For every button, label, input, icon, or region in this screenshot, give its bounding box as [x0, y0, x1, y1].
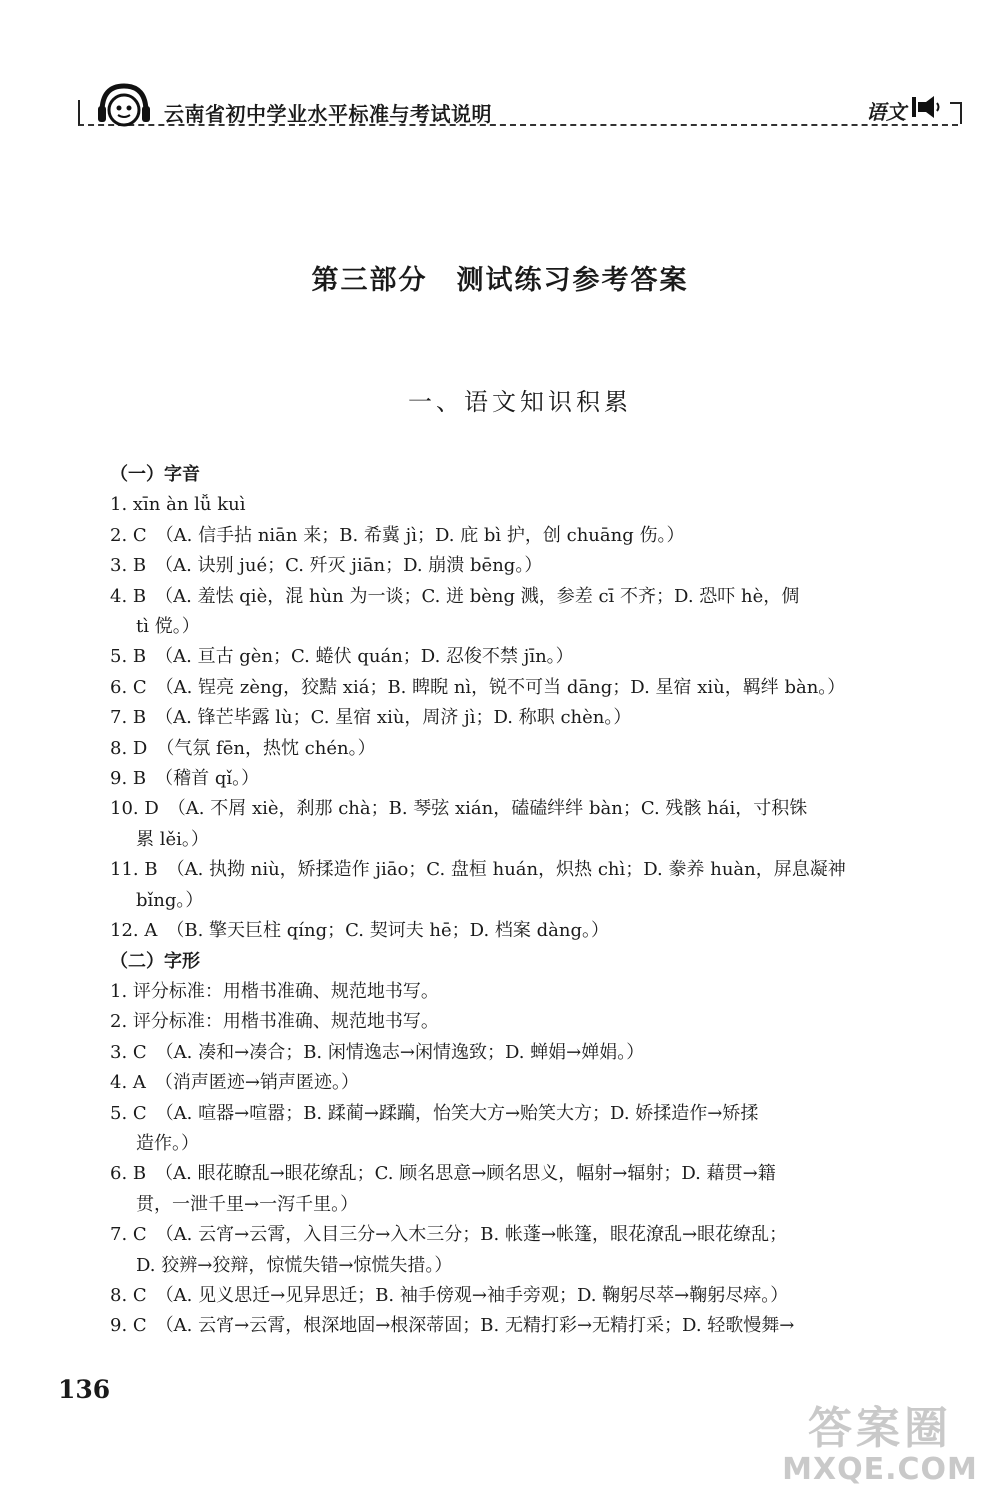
watermark [770, 1404, 990, 1486]
answer-item: 8. C （A. 见义思迁→见异思迁；B. 袖手傍观→袖手旁观；D. 鞠躬尽萃→鞠躬尽瘁。） [110, 1284, 789, 1306]
answer-continuation: 造作。） [136, 1132, 199, 1154]
answer-item: 7. C （A. 云宵→云霄，入目三分→入木三分；B. 帐蓬→帐篷，眼花潦乱→眼花缭乱； [110, 1224, 788, 1246]
watermark-url: MXQE.COM [782, 1452, 978, 1487]
page-number: 136 [58, 1375, 111, 1404]
answer-item: 8. D （气氛 fēn，热忱 chén。） [110, 737, 376, 759]
answer-item: 7. B （A. 锋芒毕露 lù；C. 星宿 xiù，周济 jì；D. 称职 chèn。） [110, 707, 632, 729]
section-title: 一、语文知识积累 [408, 388, 632, 416]
watermark-logo-text: 答案圈 [808, 1403, 952, 1454]
answer-item: 5. C （A. 喧器→喧嚣；B. 蹂蔺→蹂躏，怡笑大方→贻笑大方；D. 娇揉造作→矫揉 [110, 1102, 759, 1124]
answer-item: 4. B （A. 羞怯 qiè，混 hùn 为一谈；C. 迸 bèng 溅，参差 cī 不齐；D. 恐吓 hè，倜 [110, 585, 800, 607]
answer-item: 3. B （A. 诀别 jué；C. 歼灭 jiān；D. 崩溃 bēng。） [110, 555, 543, 577]
answer-item: 12. A （B. 擎天巨柱 qíng；C. 契诃夫 hē；D. 档案 dàng。） [110, 920, 609, 942]
answer-continuation: tì 傥。） [136, 616, 200, 638]
answer-continuation: D. 狡辨→狡辩，惊慌失错→惊慌失措。） [136, 1254, 453, 1276]
answer-item: 9. C （A. 云宵→云霄，根深地固→根深蒂固；B. 无精打彩→无精打采；D. 轻歌慢舞→ [110, 1315, 795, 1337]
subsection-heading: （二）字形 [110, 950, 200, 972]
answer-item: 2. C （A. 信手拈 niān 来；B. 希冀 jì；D. 庇 bì 护，创 chuāng 伤。） [110, 524, 685, 546]
answer-item: 4. A （消声匿迹→销声匿迹。） [110, 1072, 359, 1094]
book-title: 云南省初中学业水平标准与考试说明 [164, 102, 492, 126]
answer-item: 1. xīn àn lǚ kuì [110, 494, 246, 516]
answer-item: 3. C （A. 凑和→凑合；B. 闲情逸志→闲情逸致；D. 蝉娟→婵娟。） [110, 1041, 645, 1063]
answer-item: 11. B （A. 执拗 niù，矫揉造作 jiāo；C. 盘桓 huán，炽热 chì；D. 豢养 huàn，屏息凝神 [110, 859, 846, 881]
answer-item: 9. B （稽首 qǐ。） [110, 768, 260, 790]
answer-item: 6. B （A. 眼花瞭乱→眼花缭乱；C. 顾名思意→顾名思义，幅射→辐射；D. 藉贯→籍 [110, 1163, 776, 1185]
answer-list [110, 460, 940, 1342]
speaker-icon [910, 94, 944, 120]
answer-item: 2. 评分标准：用楷书准确、规范地书写。 [110, 1011, 439, 1033]
subsection-heading: （一）字音 [110, 464, 200, 485]
answer-item: 1. 评分标准：用楷书准确、规范地书写。 [110, 980, 439, 1002]
answer-continuation: 累 lěi。） [136, 828, 209, 850]
answer-continuation: 贯，一泄千里→一泻千里。） [136, 1193, 359, 1215]
answer-item: 6. C （A. 锃亮 zèng，狡黠 xiá；B. 睥睨 nì，锐不可当 dāng；D. 星宿 xiù，羁绊 bàn。） [110, 676, 846, 698]
part-title: 第三部分 测试练习参考答案 [311, 265, 689, 296]
answer-continuation: bǐng。） [136, 889, 204, 911]
subject-label: 语文 [866, 100, 906, 124]
answer-item: 5. B （A. 亘古 gèn；C. 蜷伏 quán；D. 忍俊不禁 jīn。） [110, 646, 574, 668]
page-header [78, 78, 962, 132]
mascot-logo-icon [96, 82, 152, 130]
answer-item: 10. D （A. 不屑 xiè，刹那 chà；B. 琴弦 xián，磕磕绊绊 bàn；C. 残骸 hái，寸积铢 [110, 798, 808, 820]
